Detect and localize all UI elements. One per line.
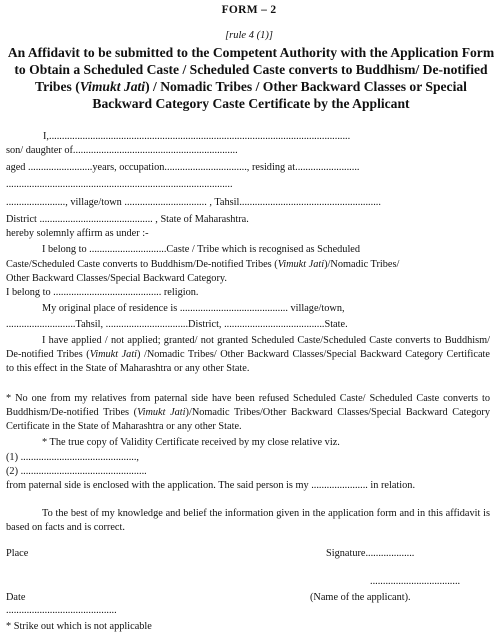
date-dots: ........................................... <box>6 605 117 616</box>
applied-paragraph <box>6 334 490 376</box>
caste-category-text-a: Caste/Scheduled Caste converts to Buddhism/De-notified Tribes ( <box>6 259 278 270</box>
relative-2-line: (2) ................................................. <box>6 466 147 477</box>
parent-name-line: son/ daughter of................................................................ <box>6 145 238 156</box>
date-label: Date <box>6 592 26 603</box>
rule-reference: [rule 4 (1)] <box>225 30 273 41</box>
religion-line: I belong to .......................................... religion. <box>6 287 199 298</box>
address-line: ........................................................................................ <box>6 179 233 190</box>
applicant-name-label: (Name of the applicant). <box>310 592 411 603</box>
title-italic: Vimukt Jati <box>79 79 146 94</box>
applied-text-b: ) /Nomadic Tribes/ Other Backward Classes/Special Backward Category Certificate to this effect in the State of Maharashtra or any other State. <box>6 349 490 374</box>
caste-category-line <box>6 258 399 272</box>
knowledge-paragraph: To the best of my knowledge and belief the information given in the application form and in this affidavit is based on facts and is correct. <box>6 508 490 533</box>
refused-text-a: * No one from my relatives from paternal side have been refused Scheduled Caste/ Scheduled Caste converts to Buddhism/De-notified Tribes ( <box>6 393 490 418</box>
refused-italic: Vimukt Jati <box>137 407 186 418</box>
age-occupation-line: aged .........................years, occupation................................, residing at......................... <box>6 162 360 173</box>
refused-text-b: )/Nomadic Tribes/Other Backward Classes/Special Backward Category Certificate in the State of Maharashtra or any other State. <box>6 407 490 432</box>
paternal-paragraph: from paternal side is enclosed with the application. The said person is my ...................... in relation. <box>6 480 416 491</box>
village-tahsil-line: ......................., village/town ................................ , Tahsil....................................................... <box>6 197 381 208</box>
place-label: Place <box>6 548 29 559</box>
caste-line: I belong to ..............................Caste / Tribe which is recognised as Scheduled <box>42 244 361 255</box>
district-state-line: District ............................................ , State of Maharashtra. <box>6 214 249 225</box>
affirm-line: hereby solemnly affirm as under :- <box>6 228 149 239</box>
signature-label: Signature................... <box>326 548 415 559</box>
residence-detail-line: ...........................Tahsil, ................................District, .......................................State. <box>6 319 348 330</box>
caste-category-italic: Vimukt Jati <box>277 259 325 270</box>
relative-1-line: (1) ............................................., <box>6 452 139 463</box>
refused-paragraph <box>6 392 490 434</box>
true-copy-line: * The true copy of Validity Certificate received by my close relative viz. <box>42 437 340 448</box>
caste-category-text-b: )/Nomadic Tribes/ <box>324 259 400 270</box>
title-part-2: ) / Nomadic Tribes / Other Backward Classes or Special Backward Category Caste Certificate by the Applicant <box>92 79 467 111</box>
form-number: FORM – 2 <box>221 4 277 16</box>
backward-class-line: Other Backward Classes/Special Backward Category. <box>6 273 227 284</box>
document-title <box>6 44 496 112</box>
applied-text-a: I have applied / not applied; granted/ not granted Scheduled Caste/Scheduled Caste converts to Buddhism/ De-notified Tribes ( <box>6 335 490 360</box>
declarant-name-line: I,..................................................................................................................... <box>43 131 351 142</box>
signature-dots: ................................... <box>370 576 461 587</box>
residence-line: My original place of residence is .......................................... village/town, <box>42 303 345 314</box>
strike-out-note: * Strike out which is not applicable <box>6 621 152 632</box>
applied-italic: Vimukt Jati <box>89 349 138 360</box>
title-part-1: An Affidavit to be submitted to the Competent Authority with the Application Form to Obtain a Scheduled Caste / Scheduled Caste converts to Buddhism/ De-notified Tribes ( <box>7 45 495 94</box>
